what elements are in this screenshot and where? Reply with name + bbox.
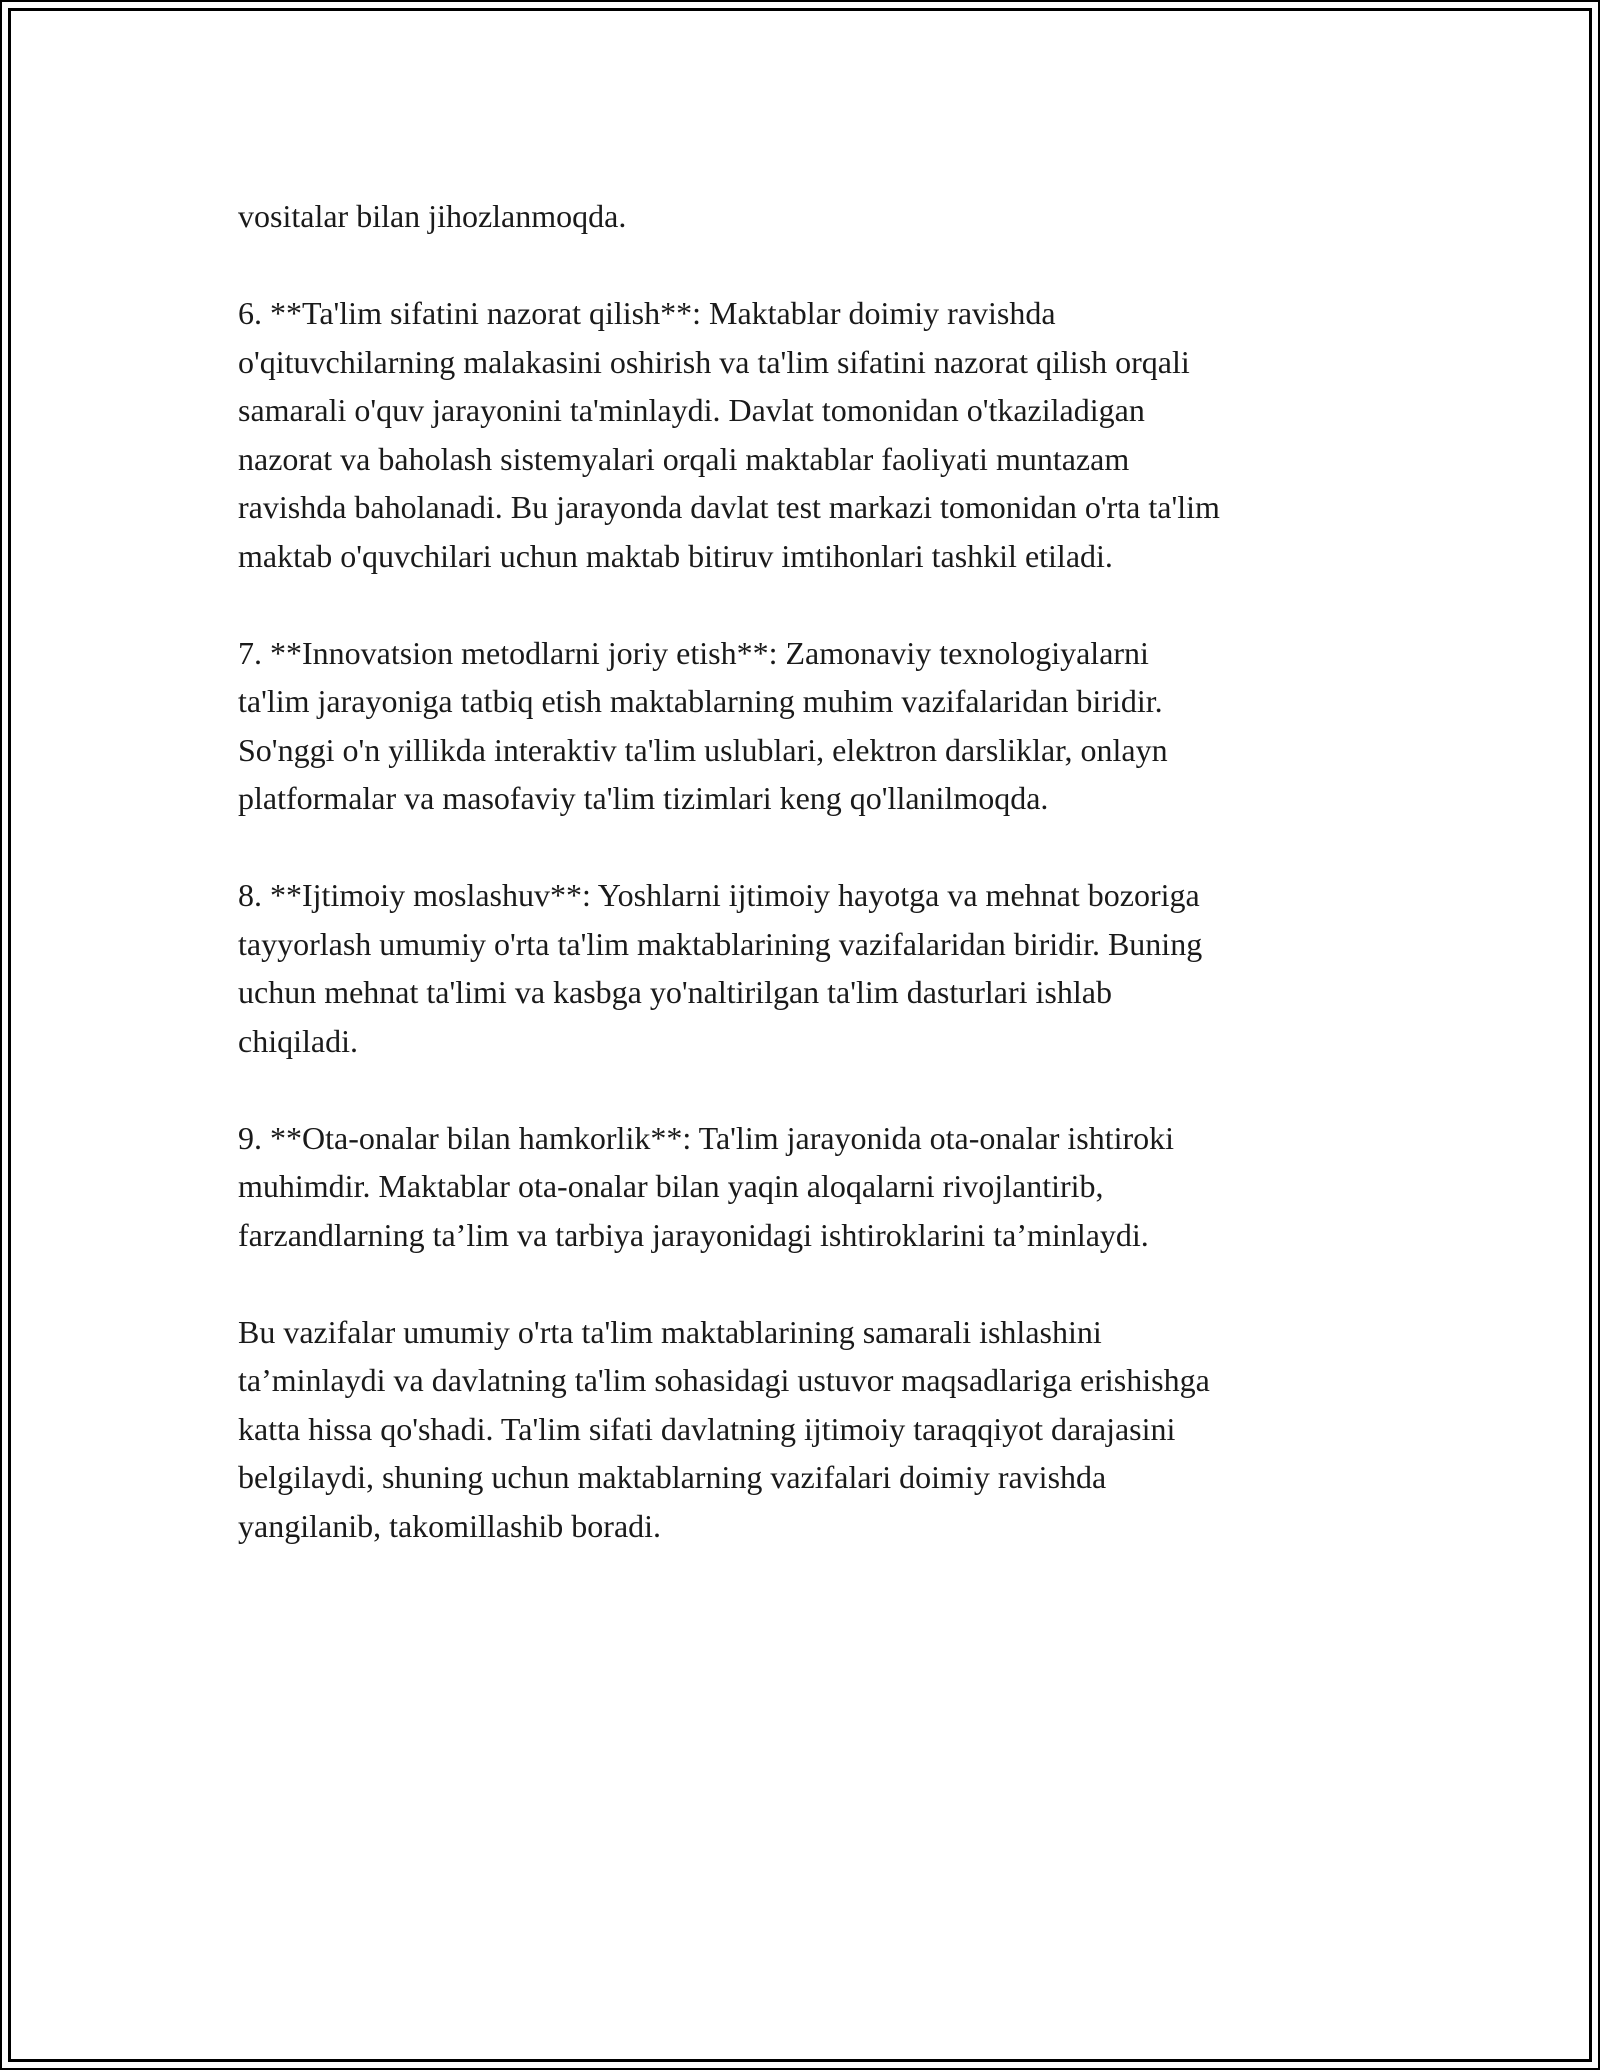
paragraph-item-7 xyxy=(238,629,1378,823)
text-line: platformalar va masofaviy ta'lim tizimlari keng qo'llanilmoqda. xyxy=(238,780,1049,816)
text-line: 6. **Ta'lim sifatini nazorat qilish**: Maktablar doimiy ravishda xyxy=(238,295,1056,331)
text-line: vositalar bilan jihozlanmoqda. xyxy=(238,198,627,234)
paragraph-continuation xyxy=(238,192,1378,241)
text-line: nazorat va baholash sistemyalari orqali maktablar faoliyati muntazam xyxy=(238,440,1130,477)
paragraph-item-8 xyxy=(238,871,1378,1065)
text-line: o'qituvchilarning malakasini oshirish va ta'lim sifatini nazorat qilish orqali xyxy=(238,343,1190,380)
text-line: farzandlarning ta’lim va tarbiya jarayonidagi ishtiroklarini ta’minlaydi. xyxy=(238,1216,1149,1253)
paragraph-item-6 xyxy=(238,289,1378,580)
text-line: uchun mehnat ta'limi va kasbga yo'naltirilgan ta'lim dasturlari ishlab xyxy=(238,974,1112,1010)
text-line: maktab o'quvchilari uchun maktab bitiruv imtihonlari tashkil etiladi. xyxy=(238,537,1113,574)
text-line: tayyorlash umumiy o'rta ta'lim maktablarining vazifalaridan biridir. Buning xyxy=(238,925,1203,962)
text-line: ravishda baholanadi. Bu jarayonda davlat test markazi tomonidan o'rta ta'lim xyxy=(238,489,1220,525)
text-line: ta'lim jarayoniga tatbiq etish maktablarning muhim vazifalaridan biridir. xyxy=(238,683,1163,719)
text-line: samarali o'quv jarayonini ta'minlaydi. Davlat tomonidan o'tkaziladigan xyxy=(238,392,1145,428)
text-line: Bu vazifalar umumiy o'rta ta'lim maktablarining samarali ishlashini xyxy=(238,1313,1102,1350)
text-line: muhimdir. Maktablar ota-onalar bilan yaqin aloqalarni rivojlantirib, xyxy=(238,1168,1104,1204)
text-line: ta’minlaydi va davlatning ta'lim sohasidagi ustuvor maqsadlariga erishishga xyxy=(238,1362,1210,1398)
text-line: So'nggi o'n yillikda interaktiv ta'lim uslublari, elektron darsliklar, onlayn xyxy=(238,731,1168,768)
text-line: yangilanib, takomillashib boradi. xyxy=(238,1507,662,1544)
text-line: chiqiladi. xyxy=(238,1022,358,1059)
text-line: 7. **Innovatsion metodlarni joriy etish**: Zamonaviy texnologiyalarni xyxy=(238,634,1149,671)
document-body xyxy=(238,192,1378,1550)
text-line: belgilaydi, shuning uchun maktablarning vazifalari doimiy ravishda xyxy=(238,1459,1107,1495)
paragraph-conclusion xyxy=(238,1308,1378,1551)
text-line: katta hissa qo'shadi. Ta'lim sifati davlatning ijtimoiy taraqqiyot darajasini xyxy=(238,1410,1176,1447)
paragraph-item-9 xyxy=(238,1114,1378,1260)
text-line: 9. **Ota-onalar bilan hamkorlik**: Ta'lim jarayonida ota-onalar ishtiroki xyxy=(238,1119,1175,1156)
text-line: 8. **Ijtimoiy moslashuv**: Yoshlarni ijtimoiy hayotga va mehnat bozoriga xyxy=(238,877,1200,913)
